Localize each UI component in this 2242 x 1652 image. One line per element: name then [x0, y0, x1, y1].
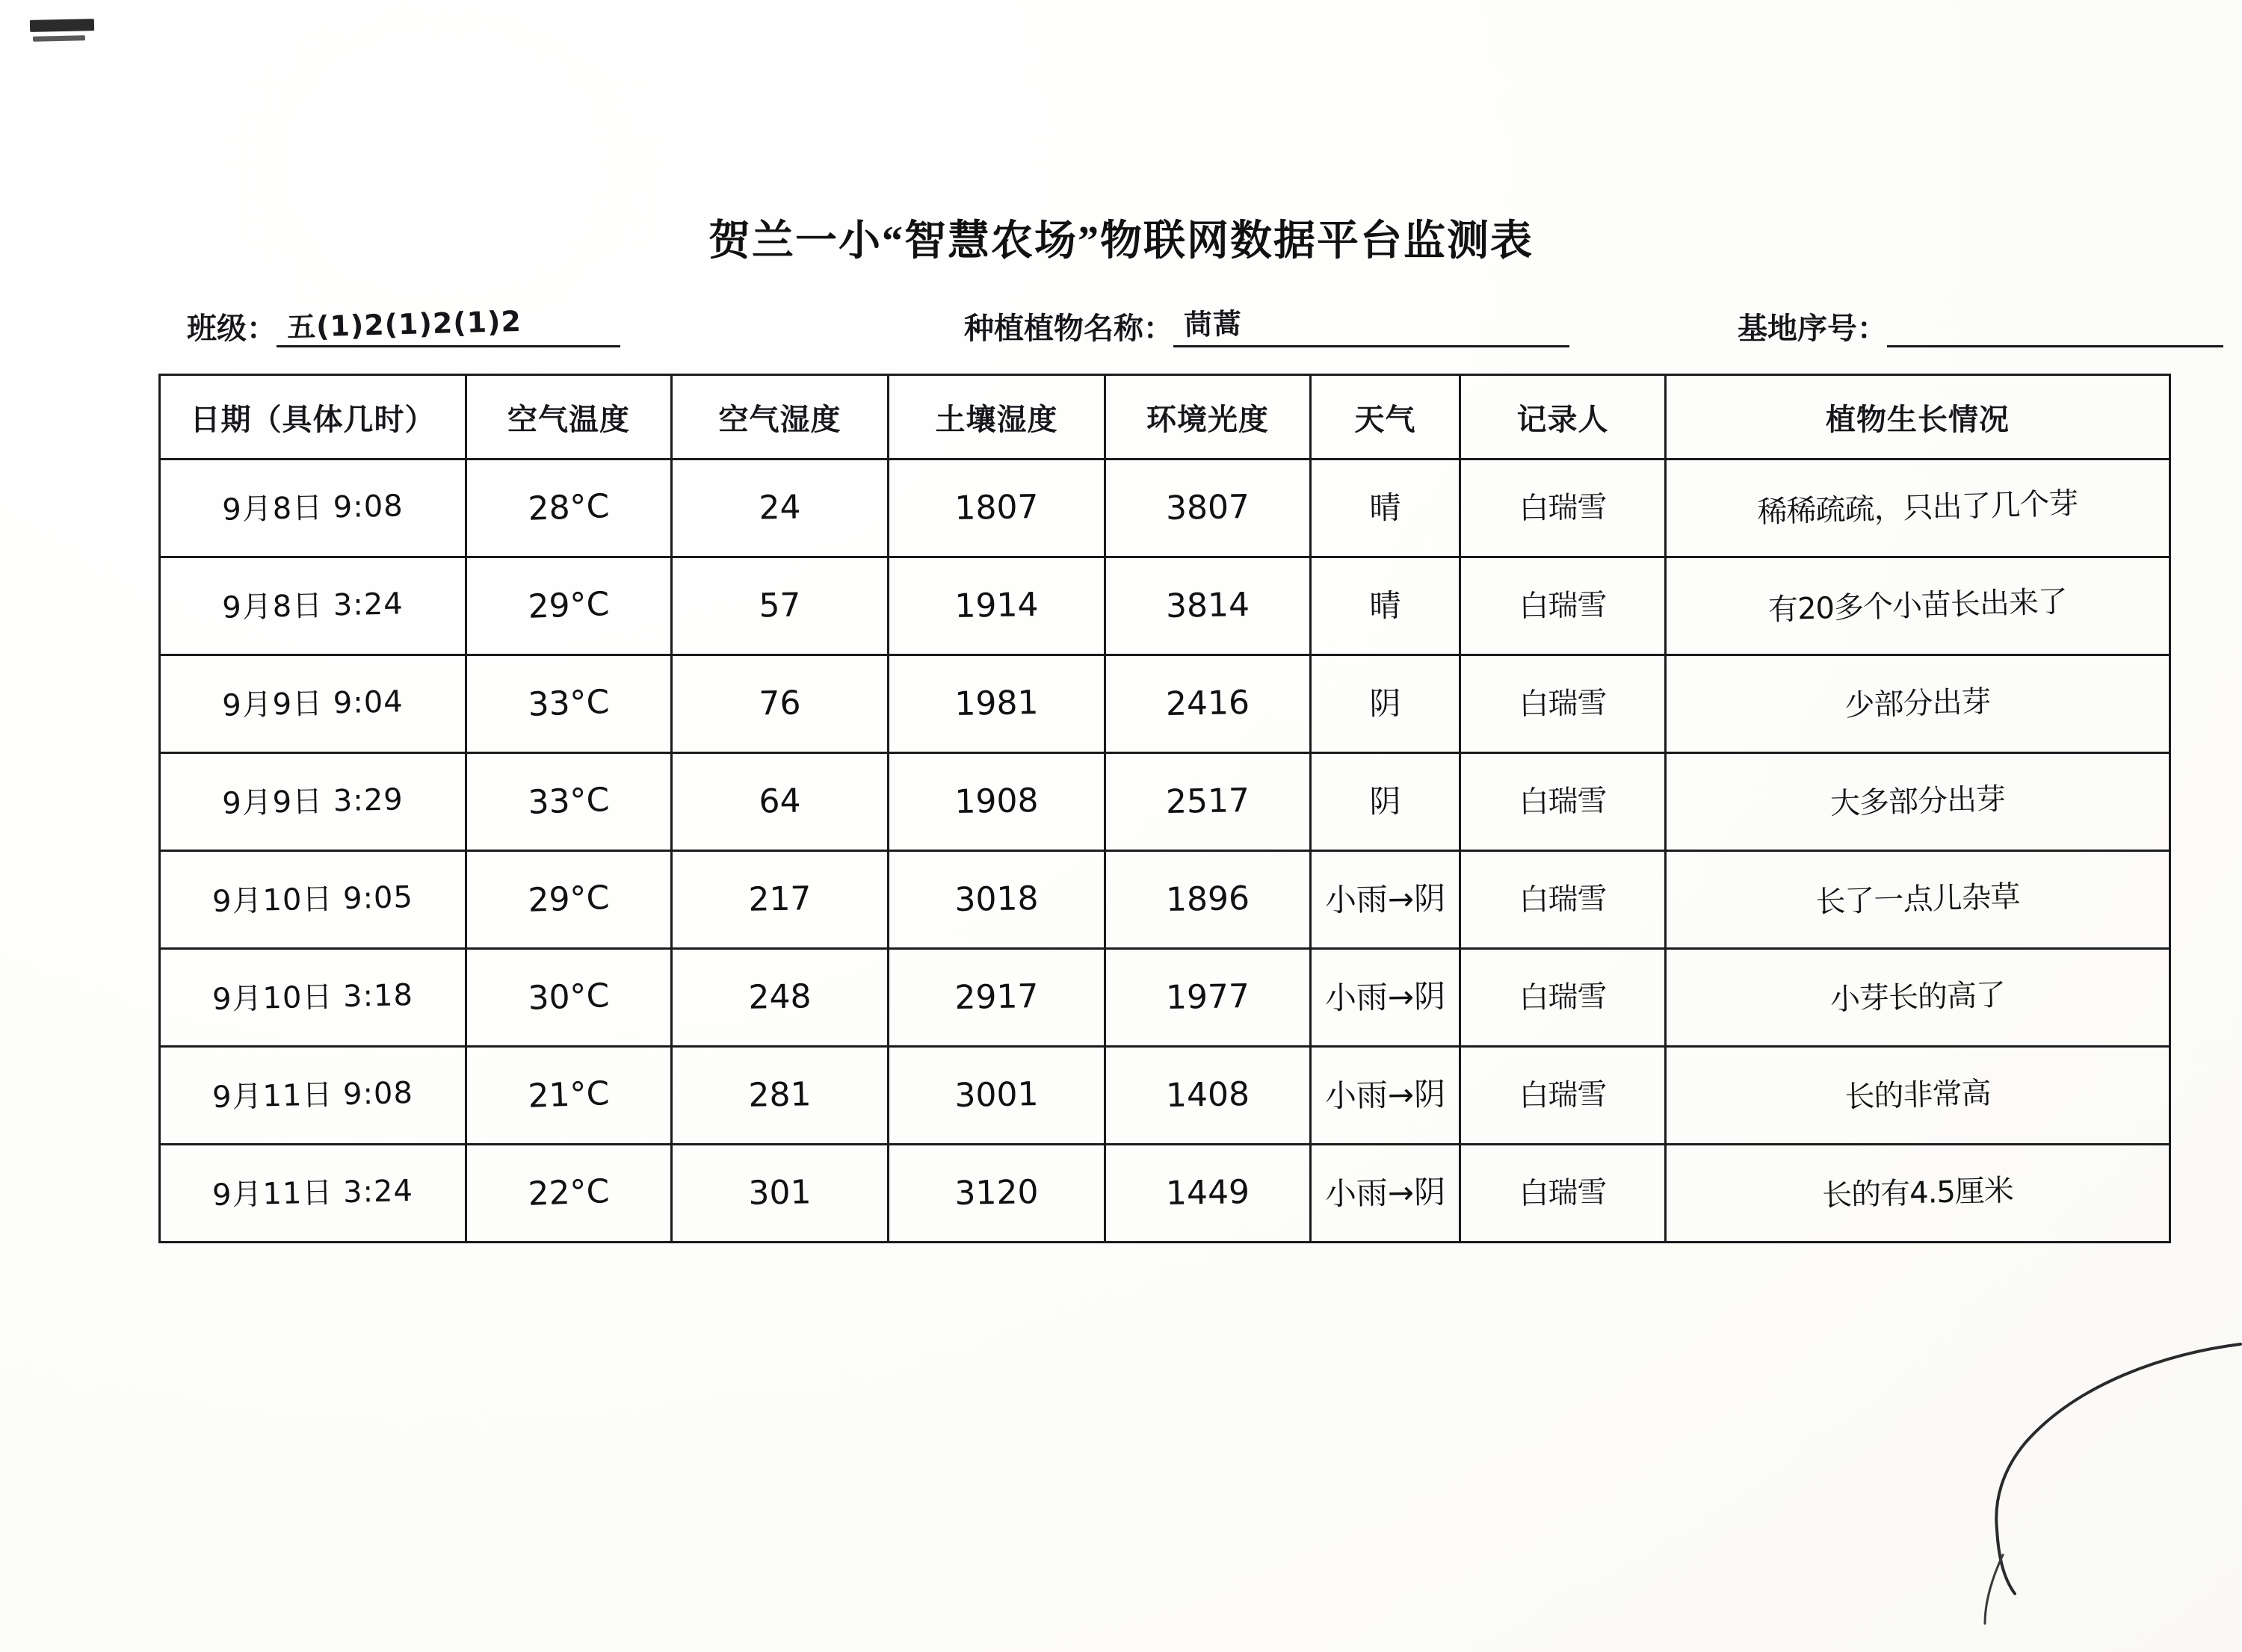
soil-humidity-value: 3120	[954, 1173, 1039, 1213]
growth-note-value: 长的非常高	[1844, 1076, 1992, 1115]
cell-weather[interactable]	[1311, 460, 1460, 557]
table-row	[160, 460, 2170, 557]
air-temperature-value: 29°C	[527, 585, 611, 626]
base-number-label: 基地序号：	[1738, 312, 1887, 345]
soil-humidity-value: 1807	[954, 488, 1039, 528]
air-humidity-value: 217	[748, 879, 812, 919]
cell-weather[interactable]	[1311, 1145, 1460, 1243]
cell-soil-humidity[interactable]	[889, 1145, 1105, 1243]
cell-weather[interactable]	[1311, 753, 1460, 851]
column-header-soil-humidity: 土壤湿度	[889, 375, 1105, 460]
weather-value: 小雨→阴	[1324, 879, 1446, 919]
recorder-value: 白瑞雪	[1519, 881, 1607, 918]
cell-growth-note[interactable]	[1666, 851, 2170, 949]
cell-date[interactable]	[160, 655, 466, 753]
cell-recorder[interactable]	[1460, 460, 1666, 557]
growth-note-value: 大多部分出芽	[1829, 782, 2006, 822]
soil-humidity-value: 1914	[954, 586, 1039, 625]
light-value: 1977	[1165, 977, 1250, 1017]
air-humidity-value: 57	[759, 586, 801, 625]
base-number-blank[interactable]	[1887, 312, 2223, 347]
cell-recorder[interactable]	[1460, 1145, 1666, 1243]
date-value: 9月11日 9:08	[211, 1075, 414, 1116]
date-value: 9月11日 3:24	[211, 1173, 414, 1213]
page-title: 贺兰一小“智慧农场”物联网数据平台监测表	[708, 218, 1534, 264]
recorder-value: 白瑞雪	[1519, 587, 1607, 625]
plant-blank[interactable]	[1173, 306, 1569, 347]
table-row	[160, 1145, 2170, 1243]
cell-air-temperature[interactable]	[466, 1145, 672, 1243]
light-value: 3807	[1165, 488, 1250, 528]
cell-recorder[interactable]	[1460, 557, 1666, 655]
air-temperature-value: 29°C	[527, 879, 611, 920]
cell-air-humidity[interactable]	[672, 753, 889, 851]
recorder-value: 白瑞雪	[1519, 979, 1607, 1016]
cell-light[interactable]	[1105, 753, 1311, 851]
cell-recorder[interactable]	[1460, 1047, 1666, 1145]
cell-air-humidity[interactable]	[672, 949, 889, 1047]
growth-note-value: 少部分出芽	[1844, 684, 1992, 723]
weather-value: 阴	[1369, 782, 1401, 820]
cell-growth-note[interactable]	[1666, 557, 2170, 655]
recorder-value: 白瑞雪	[1519, 685, 1607, 723]
air-temperature-value: 28°C	[527, 487, 611, 528]
cell-soil-humidity[interactable]	[889, 753, 1105, 851]
cell-soil-humidity[interactable]	[889, 460, 1105, 557]
weather-value: 阴	[1369, 684, 1401, 723]
light-value: 2517	[1165, 782, 1250, 821]
recorder-value: 白瑞雪	[1519, 783, 1607, 820]
cell-soil-humidity[interactable]	[889, 949, 1105, 1047]
cell-weather[interactable]	[1311, 655, 1460, 753]
cell-air-temperature[interactable]	[466, 753, 672, 851]
form-meta-row	[187, 305, 2130, 354]
weather-value: 晴	[1369, 489, 1401, 527]
class-blank[interactable]	[277, 304, 620, 347]
cell-air-humidity[interactable]	[672, 851, 889, 949]
cell-weather[interactable]	[1311, 851, 1460, 949]
column-header-air-temperature: 空气温度	[466, 375, 672, 460]
date-value: 9月10日 9:05	[211, 879, 414, 920]
air-humidity-value: 64	[759, 782, 801, 821]
column-header-light: 环境光度	[1105, 375, 1311, 460]
cell-growth-note[interactable]	[1666, 655, 2170, 753]
cell-recorder[interactable]	[1460, 949, 1666, 1047]
cell-growth-note[interactable]	[1666, 1145, 2170, 1243]
table-row	[160, 655, 2170, 753]
cell-air-humidity[interactable]	[672, 1145, 889, 1243]
cell-weather[interactable]	[1311, 1047, 1460, 1145]
monitoring-table	[158, 374, 2171, 1243]
growth-note-value: 稀稀疏疏，只出了几个芽	[1756, 486, 2079, 530]
table-row	[160, 851, 2170, 949]
cell-date[interactable]	[160, 949, 466, 1047]
table-row	[160, 557, 2170, 655]
cell-growth-note[interactable]	[1666, 753, 2170, 851]
cell-light[interactable]	[1105, 851, 1311, 949]
growth-note-value: 长了一点儿杂草	[1815, 879, 2021, 920]
cell-light[interactable]	[1105, 1145, 1311, 1243]
cell-air-temperature[interactable]	[466, 851, 672, 949]
air-humidity-value: 248	[748, 977, 812, 1017]
air-temperature-value: 30°C	[527, 977, 611, 1018]
cell-air-humidity[interactable]	[672, 460, 889, 557]
column-header-growth-note: 植物生长情况	[1666, 375, 2170, 460]
date-value: 9月9日 9:04	[221, 684, 404, 723]
light-value: 1449	[1165, 1173, 1250, 1213]
table-body	[160, 460, 2170, 1243]
cell-air-humidity[interactable]	[672, 655, 889, 753]
air-humidity-value: 24	[759, 488, 801, 528]
cell-light[interactable]	[1105, 557, 1311, 655]
cell-recorder[interactable]	[1460, 655, 1666, 753]
cell-date[interactable]	[160, 753, 466, 851]
cell-light[interactable]	[1105, 460, 1311, 557]
soil-humidity-value: 3001	[954, 1075, 1039, 1115]
date-value: 9月10日 3:18	[211, 977, 414, 1018]
column-header-recorder: 记录人	[1460, 375, 1666, 460]
class-handwriting: 五(1)2(1)2(1)2	[286, 304, 522, 344]
cell-recorder[interactable]	[1460, 753, 1666, 851]
recorder-value: 白瑞雪	[1519, 1175, 1607, 1212]
light-value: 1408	[1165, 1075, 1250, 1115]
recorder-value: 白瑞雪	[1519, 1077, 1607, 1114]
cell-growth-note[interactable]	[1666, 460, 2170, 557]
air-humidity-value: 301	[748, 1173, 812, 1213]
plant-field	[964, 305, 1569, 347]
table-row	[160, 949, 2170, 1047]
cell-air-temperature[interactable]	[466, 655, 672, 753]
weather-value: 小雨→阴	[1324, 977, 1446, 1017]
cell-air-temperature[interactable]	[466, 557, 672, 655]
cell-recorder[interactable]	[1460, 851, 1666, 949]
air-temperature-value: 21°C	[527, 1074, 611, 1116]
cell-weather[interactable]	[1311, 949, 1460, 1047]
air-temperature-value: 33°C	[527, 683, 611, 724]
plant-label: 种植植物名称：	[964, 312, 1173, 345]
growth-note-value: 小芽长的高了	[1829, 977, 2006, 1018]
cell-date[interactable]	[160, 557, 466, 655]
light-value: 1896	[1165, 879, 1250, 919]
pen-stroke-artifact	[1779, 1331, 2242, 1652]
plant-handwriting: 茼蒿	[1183, 306, 1243, 342]
weather-value: 小雨→阴	[1324, 1075, 1446, 1115]
light-value: 3814	[1165, 586, 1250, 625]
cell-date[interactable]	[160, 851, 466, 949]
table-header-row	[160, 375, 2170, 460]
cell-weather[interactable]	[1311, 557, 1460, 655]
cell-soil-humidity[interactable]	[889, 851, 1105, 949]
air-temperature-value: 22°C	[527, 1172, 611, 1213]
cell-soil-humidity[interactable]	[889, 557, 1105, 655]
date-value: 9月8日 9:08	[221, 489, 404, 528]
cell-date[interactable]	[160, 460, 466, 557]
air-humidity-value: 76	[759, 684, 801, 723]
cell-air-temperature[interactable]	[466, 949, 672, 1047]
growth-note-value: 有20多个小苗长出来了	[1767, 584, 2068, 628]
monitoring-table-container	[158, 374, 2169, 1243]
cell-air-temperature[interactable]	[466, 1047, 672, 1145]
date-value: 9月9日 3:29	[221, 782, 404, 821]
recorder-value: 白瑞雪	[1519, 489, 1607, 527]
cell-air-temperature[interactable]	[466, 460, 672, 557]
air-humidity-value: 281	[748, 1075, 812, 1115]
growth-note-value: 长的有4.5厘米	[1821, 1173, 2014, 1213]
cell-light[interactable]	[1105, 1047, 1311, 1145]
cell-air-humidity[interactable]	[672, 557, 889, 655]
soil-humidity-value: 2917	[954, 977, 1039, 1017]
column-header-air-humidity: 空气湿度	[672, 375, 889, 460]
class-label: 班级：	[187, 312, 277, 345]
column-header-date: 日期（具体几时）	[160, 375, 466, 460]
cell-date[interactable]	[160, 1145, 466, 1243]
table-row	[160, 753, 2170, 851]
cell-air-humidity[interactable]	[672, 1047, 889, 1145]
weather-value: 晴	[1369, 587, 1401, 625]
date-value: 9月8日 3:24	[221, 587, 404, 625]
light-value: 2416	[1165, 684, 1250, 723]
soil-humidity-value: 3018	[954, 879, 1039, 919]
cell-light[interactable]	[1105, 949, 1311, 1047]
cell-soil-humidity[interactable]	[889, 1047, 1105, 1145]
class-field	[187, 305, 620, 347]
table-row	[160, 1047, 2170, 1145]
air-temperature-value: 33°C	[527, 781, 611, 822]
cell-growth-note[interactable]	[1666, 1047, 2170, 1145]
scan-artifact-mark-secondary	[33, 35, 85, 41]
weather-value: 小雨→阴	[1324, 1173, 1446, 1213]
scan-artifact-mark	[30, 19, 94, 32]
cell-growth-note[interactable]	[1666, 949, 2170, 1047]
soil-humidity-value: 1981	[954, 684, 1039, 723]
cell-soil-humidity[interactable]	[889, 655, 1105, 753]
column-header-weather: 天气	[1311, 375, 1460, 460]
cell-light[interactable]	[1105, 655, 1311, 753]
soil-humidity-value: 1908	[954, 782, 1039, 821]
base-number-field	[1738, 305, 2223, 347]
cell-date[interactable]	[160, 1047, 466, 1145]
